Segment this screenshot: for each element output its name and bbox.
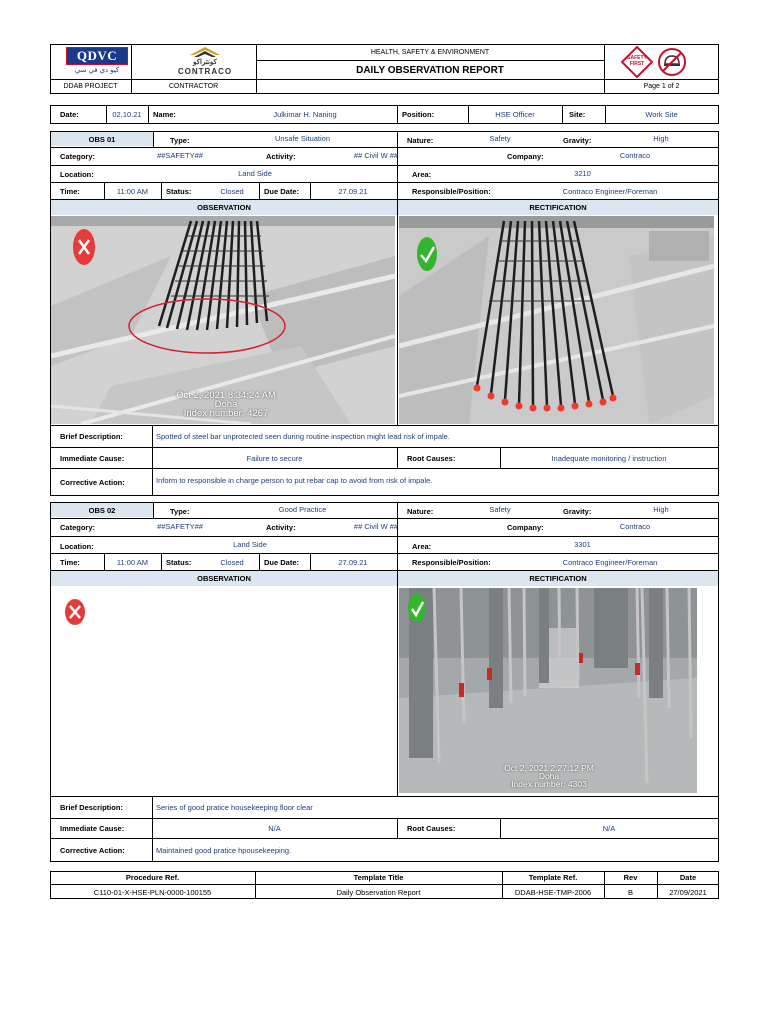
obs-02-time-label: Time: [60, 557, 80, 567]
client-logo [66, 47, 128, 77]
obs-02-activity-label: Activity: [266, 523, 296, 532]
name-label: Name: [153, 110, 176, 119]
obs-02-category-label: Category: [60, 523, 96, 532]
obs-02-photo-index: Index number: 4303 [511, 779, 587, 789]
obs-02-category: ##SAFETY## [157, 522, 203, 531]
obs-01-brief: Spotted of steel bar unprotected seen during routine inspection might lead risk of impale. [156, 432, 450, 441]
obs-01-activity-label: Activity: [266, 152, 296, 161]
obs-02-immediate: N/A [268, 824, 281, 833]
obs-01-immediate: Failure to secure [246, 453, 303, 463]
obs-02-area: 3301 [574, 539, 591, 549]
contractor-logo-arabic: كونتراكو [193, 59, 217, 66]
obs-01-gravity-label: Gravity: [563, 136, 592, 145]
obs-01-observation-photo [51, 216, 395, 424]
obs-02-company-label: Company: [507, 523, 544, 532]
obs-02-responsible-label: Responsible/Position: [412, 557, 491, 567]
footer-template-title-label: Template Title [353, 873, 404, 882]
obs-02-due-date: 27.09.21 [338, 557, 368, 567]
footer-template-ref: DDAB-HSE-TMP-2006 [514, 887, 592, 897]
obs-01-activity: ## Civil W ## [353, 151, 399, 160]
obs-01-area: 3210 [574, 168, 591, 178]
site-label: Site: [569, 110, 586, 119]
footer-template-ref-label: Template Ref. [528, 873, 578, 882]
obs-01-corrective: Inform to responsible in charge person to put rebar cap to avoid from risk of impale. [156, 475, 433, 485]
obs-02-nature-label: Nature: [407, 507, 434, 516]
obs-02-gravity: High [653, 505, 669, 514]
department-title: HEALTH, SAFETY & ENVIRONMENT [370, 49, 490, 56]
obs-02-id: OBS 02 [88, 505, 116, 515]
safety-badge-text: SAFETY FIRST [627, 55, 647, 67]
obs-01-location-label: Location: [60, 169, 94, 179]
date-value: 02.10.21 [112, 110, 142, 119]
obs-01-rectification-photo [399, 216, 714, 424]
hard-hat-icon [657, 47, 687, 77]
obs-01-immediate-label: Immediate Cause: [60, 453, 125, 463]
obs-01-category-label: Category: [60, 152, 96, 161]
contractor-role: CONTRACTOR [168, 83, 219, 90]
obs-01-company-label: Company: [507, 152, 544, 161]
obs-02-company: Contraco [619, 522, 651, 531]
obs-02-activity: ## Civil W ## [353, 522, 399, 531]
obs-02-gravity-label: Gravity: [563, 507, 592, 516]
obs-01-time: 11:00 AM [116, 186, 149, 196]
obs-02-photo-date: Oct 2, 2021 2:27:12 PM [504, 763, 594, 773]
footer-date: 27/09/2021 [669, 887, 707, 897]
obs-01-responsible: Contraco Engineer/Foreman [562, 186, 658, 196]
obs-02-observation-area [51, 587, 397, 795]
obs-01-responsible-label: Responsible/Position: [412, 186, 491, 196]
obs-02-corrective-label: Corrective Action: [60, 845, 125, 855]
obs-02-brief-label: Brief Description: [60, 803, 123, 812]
obs-02-photo-timestamp [479, 764, 619, 788]
obs-02-responsible: Contraco Engineer/Foreman [562, 557, 658, 567]
contractor-logo-text: CONTRACO [177, 67, 233, 76]
footer-rev-label: Rev [623, 873, 638, 882]
obs-02-rectification-photo [399, 588, 697, 793]
footer-procedure-ref: C110-01-X-HSE-PLN-0000-100155 [93, 887, 212, 897]
client-logo-mark: QDVC [66, 47, 128, 65]
obs-01-company: Contraco [619, 151, 651, 160]
cross-mark-icon [63, 597, 87, 627]
obs-02-root-label: Root Causes: [407, 824, 456, 833]
obs-02-root: N/A [602, 824, 616, 833]
obs-02-location-label: Location: [60, 541, 94, 551]
obs-02-area-label: Area: [412, 541, 432, 551]
safety-first-badge [621, 46, 691, 78]
obs-01-type-label: Type: [170, 136, 190, 145]
page-number: Page 1 of 2 [643, 83, 680, 90]
footer-date-label: Date [679, 873, 697, 882]
footer-procedure-ref-label: Procedure Ref. [125, 873, 180, 882]
obs-02-time: 11:00 AM [116, 557, 149, 567]
obs-01-brief-label: Brief Description: [60, 432, 123, 441]
obs-02-type-label: Type: [170, 507, 190, 516]
obs-01-due-date: 27.09.21 [338, 186, 368, 196]
obs-02-immediate-label: Immediate Cause: [60, 824, 125, 833]
position-label: Position: [402, 110, 435, 119]
obs-02-status: Closed [220, 557, 244, 567]
obs-01-photo-location: Doha [214, 399, 238, 410]
obs-01-photo-timestamp [111, 391, 341, 418]
obs-02-location: Land Side [233, 539, 267, 549]
site-value: Work Site [645, 110, 678, 119]
date-label: Date: [60, 110, 79, 119]
obs-02-nature: Safety [489, 505, 511, 514]
obs-02-rectification-heading: RECTIFICATION [529, 574, 587, 583]
obs-01-nature-label: Nature: [407, 136, 434, 145]
obs-01-root-label: Root Causes: [407, 453, 456, 463]
obs-01-status: Closed [220, 186, 244, 196]
footer-template-title: Daily Observation Report [336, 887, 421, 897]
obs-01-observation-heading: OBSERVATION [197, 203, 251, 212]
obs-01-root: Inadequate monitoring / instruction [551, 453, 667, 463]
obs-01-area-label: Area: [412, 169, 432, 179]
footer-rev: B [627, 887, 633, 897]
obs-01-photo-date: Oct 2, 2021 8:34:24 AM [176, 390, 276, 401]
contractor-logo [165, 47, 245, 77]
obs-01-photo-index: Index number: 4267 [183, 408, 269, 419]
obs-02-type: Good Practice [278, 505, 327, 514]
obs-02-brief: Series of good pratice housekeeping floor clear [156, 803, 313, 812]
obs-02-due-date-label: Due Date: [264, 557, 300, 567]
obs-01-category: ##SAFETY## [157, 151, 203, 160]
name-value: Julkimar H. Naning [273, 110, 337, 119]
obs-01-status-label: Status: [166, 186, 192, 196]
obs-02-status-label: Status: [166, 557, 192, 567]
obs-01-rectification-heading: RECTIFICATION [529, 203, 587, 212]
obs-01-time-label: Time: [60, 186, 80, 196]
obs-01-nature: Safety [489, 134, 511, 143]
obs-01-type: Unsafe Situation [274, 134, 331, 143]
client-role: DDAB PROJECT [63, 83, 118, 90]
client-logo-arabic: كيو دي في سي [74, 67, 120, 74]
obs-01-location: Land Side [238, 168, 272, 178]
obs-01-gravity: High [653, 134, 669, 143]
report-title: DAILY OBSERVATION REPORT [356, 64, 504, 76]
contractor-logo-mark [190, 47, 220, 59]
position-value: HSE Officer [495, 110, 535, 119]
obs-01-corrective-label: Corrective Action: [60, 477, 125, 487]
obs-01-due-date-label: Due Date: [264, 186, 300, 196]
obs-01-id: OBS 01 [88, 134, 116, 144]
obs-02-photo-location: Doha [538, 771, 560, 781]
obs-02-corrective: Maintained good pratice hpousekeeping. [156, 845, 292, 855]
obs-02-observation-heading: OBSERVATION [197, 574, 251, 583]
